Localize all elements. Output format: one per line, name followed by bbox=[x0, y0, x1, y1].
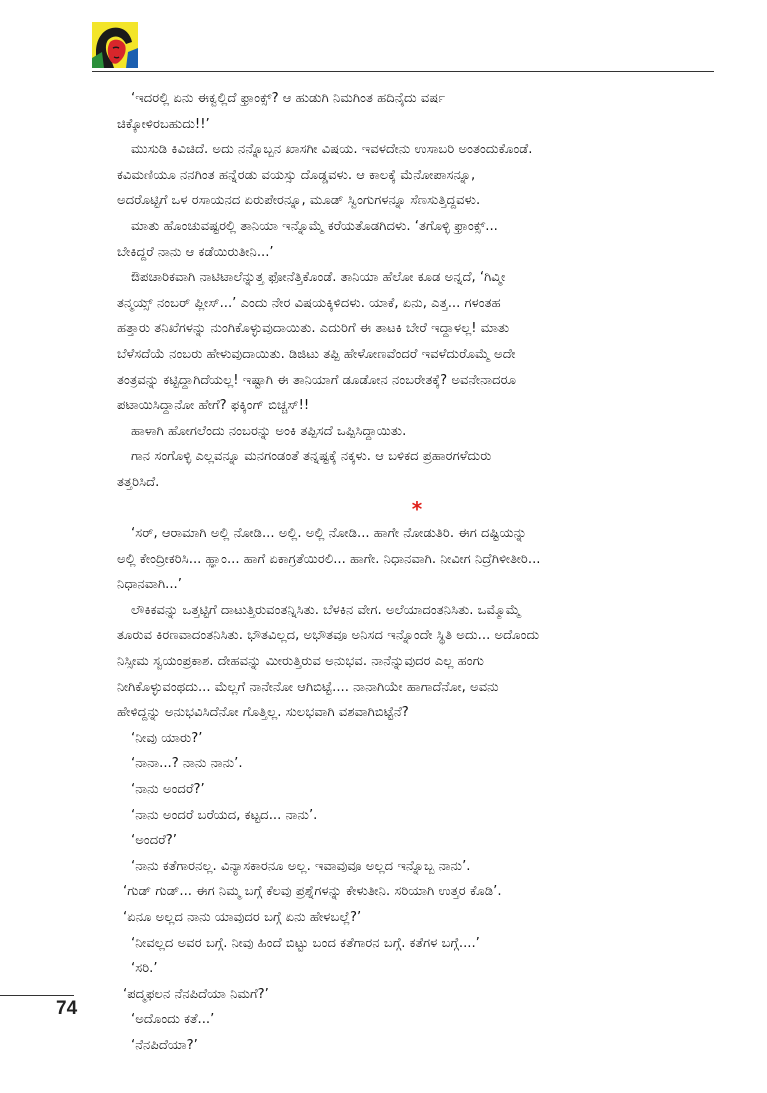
text-line: ಅದರೊಟ್ಟಿಗೆ ಒಳ ರಸಾಯನದ ಏರುಪೇರನ್ನೂ, ಮೂಡ್ ಸ್ವಿಂಗುಗಳನ್ನೂ ಸೆಣಸುತ್ತಿದ್ದವಳು. bbox=[117, 193, 481, 209]
page-body bbox=[117, 86, 717, 1059]
dialogue-line: ‘ನಾನು ಅಂದರೆ ಬರೆಯದ, ಕಟ್ಟದ... ನಾನು’. bbox=[131, 807, 318, 823]
dialogue-line: ‘ಅಂದರೆ?’ bbox=[131, 833, 177, 849]
text-line: ಗಾನ ಸಂಗೊಳ್ಳಿ ಎಲ್ಲವನ್ನೂ ಮನಗಂಡಂತೆ ತನ್ನಷ್ಟಕ್ಕೆ ನಕ್ಕಳು. ಆ ಬಳಿಕದ ಪ್ರಹಾರಗಳೆದುರು bbox=[131, 449, 492, 465]
text-line: ಅಲ್ಲಿ ಕೇಂದ್ರೀಕರಿಸಿ... ಹ್ಞಾಂ... ಹಾಗೆ ಏಕಾಗ್ರತೆಯಿರಲಿ... ಹಾಗೇ. ನಿಧಾನವಾಗಿ. ನೀವೀಗ ನಿದ್ರೆಗಿಳೀತೀರಿ... bbox=[117, 551, 541, 567]
dialogue-line: ‘ಏನೂ ಅಲ್ಲದ ನಾನು ಯಾವುದರ ಬಗ್ಗೆ ಏನು ಹೇಳಬಲ್ಲೆ?’ bbox=[123, 910, 362, 925]
footer-rule bbox=[0, 995, 74, 996]
text-line: ತತ್ತರಿಸಿದೆ. bbox=[117, 474, 160, 490]
dialogue-line: ‘ನಾನು ಕತೆಗಾರನಲ್ಲ. ವಿನ್ಯಾಸಕಾರನೂ ಅಲ್ಲ. ಇವಾವುವೂ ಅಲ್ಲದ ಇನ್ನೊಬ್ಬ ನಾನು’. bbox=[131, 858, 471, 874]
text-line: ಹಾಳಾಗಿ ಹೋಗಲೆಂದು ನಂಬರನ್ನು ಅಂಕಿ ತಪ್ಪಿಸದೆ ಒಪ್ಪಿಸಿದ್ದಾಯಿತು. bbox=[131, 423, 407, 439]
woman-face-logo-icon bbox=[92, 22, 138, 68]
text-line: ಚಿಕ್ಕೋಳಿರಬಹುದು!!’ bbox=[117, 116, 210, 132]
text-line: ಮುಸುಡಿ ಕಿವಿಚಿದೆ. ಅದು ನನ್ನೊಬ್ಬನ ಖಾಸಗೀ ವಿಷಯ. ಇವಳದೇನು ಉಸಾಬರಿ ಅಂತಂದುಕೊಂಡೆ. bbox=[131, 142, 533, 158]
text-line: ಮಾತು ಹೊಂಚುವಷ್ಟರಲ್ಲಿ ತಾನಿಯಾ ಇನ್ನೊಮ್ಮೆ ಕರೆಯತೊಡಗಿದಳು. ‘ತಗೊಳ್ಳಿ ಫ್ರಾಂಕ್ಸ್... bbox=[131, 218, 498, 234]
text-line: ಬೆಳೆಸದೆಯೆ ನಂಬರು ಹೇಳುವುದಾಯಿತು. ಡಿಜಿಟು ತಪ್ಪಿ ಹೇಳೋಣವೆಂದರೆ ಇವಳೆದುರೊಮ್ಮೆ ಅದೇ bbox=[117, 346, 516, 362]
text-line: ತೂರುವ ಕಿರಣವಾದಂತನಿಸಿತು. ಭೌತವಿಲ್ಲದ, ಅಭೌತವೂ ಅನಿಸದ ಇನ್ನೊಂದೇ ಸ್ಥಿತಿ ಅದು... ಅದೊಂದು bbox=[117, 628, 540, 644]
text-line: ಹೇಳಿದ್ದನ್ನು ಅನುಭವಿಸಿದೆನೋ ಗೊತ್ತಿಲ್ಲ. ಸುಲಭವಾಗಿ ವಶವಾಗಿಬಿಟ್ಟೆನೆ? bbox=[117, 705, 409, 721]
dialogue-line: ‘ನಾನಾ...? ನಾನು ನಾನು’. bbox=[131, 756, 243, 772]
text-line: ನಿಸ್ಸೀಮ ಸ್ವಯಂಪ್ರಕಾಶ. ದೇಹವನ್ನು ಮೀರುತ್ತಿರುವ ಅನುಭವ. ನಾನೆನ್ನುವುದರ ಎಲ್ಲ ಹಂಗು bbox=[117, 654, 484, 670]
header-rule bbox=[92, 71, 714, 72]
dialogue-line: ‘ಅದೊಂದು ಕತೆ...’ bbox=[131, 1012, 215, 1028]
text-line: ಹತ್ತಾರು ತನಿಖೆಗಳನ್ನು ನುಂಗಿಕೊಳ್ಳುವುದಾಯಿತು. ಎದುರಿಗೆ ಈ ತಾಟಕಿ ಬೇರೆ ಇದ್ದಾಳಲ್ಲ! ಮಾತು bbox=[117, 321, 510, 337]
dialogue-line: ‘ನೀವಲ್ಲದ ಅವರ ಬಗ್ಗೆ. ನೀವು ಹಿಂದೆ ಬಿಟ್ಟು ಬಂದ ಕತೆಗಾರನ ಬಗ್ಗೆ. ಕತೆಗಳ ಬಗ್ಗೆ....’ bbox=[131, 935, 480, 951]
dialogue-line: ‘ನೀವು ಯಾರು?’ bbox=[131, 730, 203, 746]
text-line: ನೀಗಿಕೊಳ್ಳುವಂಥದು... ಮೆಲ್ಲಗೆ ನಾನೇನೋ ಆಗಿಬಿಟ್ಟೆ.... ನಾನಾಗಿಯೇ ಹಾಗಾದೆನೋ, ಅವನು bbox=[117, 679, 499, 695]
dialogue-line: ‘ನೆನಪಿದೆಯಾ?’ bbox=[131, 1037, 198, 1053]
text-line: ಪಟಾಯಿಸಿದ್ದಾನೋ ಹೇಗೆ? ಫಕ್ಕಿಂಗ್ ಬಿಚ್ಚಸ್!! bbox=[117, 398, 310, 414]
text-line: ಕವಿಮಣಿಯೂ ನನಗಿಂತ ಹನ್ನೆರಡು ವಯಸ್ಸು ದೊಡ್ಡವಳು. ಆ ಕಾಲಕ್ಕೆ ಮೆನೋಪಾಸನ್ನೂ, bbox=[117, 167, 476, 183]
text-line: ಬೇಕಿದ್ದರೆ ನಾನು ಆ ಕಡೆಯಿರುತೀನಿ...’ bbox=[117, 244, 274, 260]
section-separator: * bbox=[411, 496, 423, 521]
text-line: ನಿಧಾನವಾಗಿ...’ bbox=[117, 577, 182, 593]
text-line: ಔಪಚಾರಿಕವಾಗಿ ನಾಟಿಟಾಲೆನ್ನುತ್ತ ಫೋನೆತ್ತಿಕೊಂಡೆ. ತಾನಿಯಾ ಹೆಲೋ ಕೂಡ ಅನ್ನದೆ, ‘ಗಿವ್ಮೀ bbox=[131, 270, 506, 286]
dialogue-line: ‘ನಾನು ಅಂದರೆ?’ bbox=[131, 782, 205, 798]
text-line: ‘ಸರ್, ಆರಾಮಾಗಿ ಅಲ್ಲಿ ನೋಡಿ... ಅಲ್ಲಿ. ಅಲ್ಲಿ ನೋಡಿ... ಹಾಗೇ ನೋಡುತಿರಿ. ಈಗ ದಷ್ಟಿಯನ್ನು bbox=[131, 526, 527, 542]
text-line: ತಂತ್ರವನ್ನು ಕಟ್ಟಿದ್ದಾಗಿದೆಯಲ್ಲ! ಇಷ್ಟಾಗಿ ಈ ತಾನಿಯಾಗೆ ಡೂಡೋನ ನಂಬರೇತಕ್ಕೆ? ಅವನೇನಾದರೂ bbox=[117, 372, 517, 388]
dialogue-line: ‘ಸರಿ.’ bbox=[131, 961, 158, 977]
text-line: ತನ್ಮಯ್ಸ್ ನಂಬರ್ ಪ್ಲೀಸ್...’ ಎಂದು ನೇರ ವಿಷಯಕ್ಕಿಳಿದಳು. ಯಾಕೆ, ಏನು, ಎತ್ತ... ಗಳಂತಹ bbox=[117, 295, 501, 311]
text-line: ‘ಇದರಲ್ಲಿ ಏನು ಈಕ್ವಲ್ಲಿದೆ ಫ್ರಾಂಕ್ಸ್? ಆ ಹುಡುಗಿ ನಿಮಗಿಂತ ಹದಿನೈದು ವರ್ಷ bbox=[131, 91, 446, 106]
dialogue-line: ‘ಗುಡ್ ಗುಡ್... ಈಗ ನಿಮ್ಮ ಬಗ್ಗೆ ಕೆಲವು ಪ್ರಶ್ನೆಗಳನ್ನು ಕೇಳುತೀನಿ. ಸರಿಯಾಗಿ ಉತ್ತರ ಕೊಡಿ’. bbox=[123, 884, 502, 900]
text-line: ಲೌಕಿಕವನ್ನು ಒತ್ತಟ್ಟಿಗೆ ದಾಟುತ್ತಿರುವಂತನ್ನಿಸಿತು. ಬೆಳಕಿನ ವೇಗ. ಅಲೆಯಾದಂತನಿಸಿತು. ಒಮ್ಮೊಮ್ಮೆ bbox=[131, 602, 521, 618]
dialogue-line: ‘ಪದ್ಮಫಲನ ನೆನಪಿದೆಯಾ ನಿಮಗೆ?’ bbox=[123, 986, 269, 1002]
page-number: 74 bbox=[56, 998, 78, 1019]
